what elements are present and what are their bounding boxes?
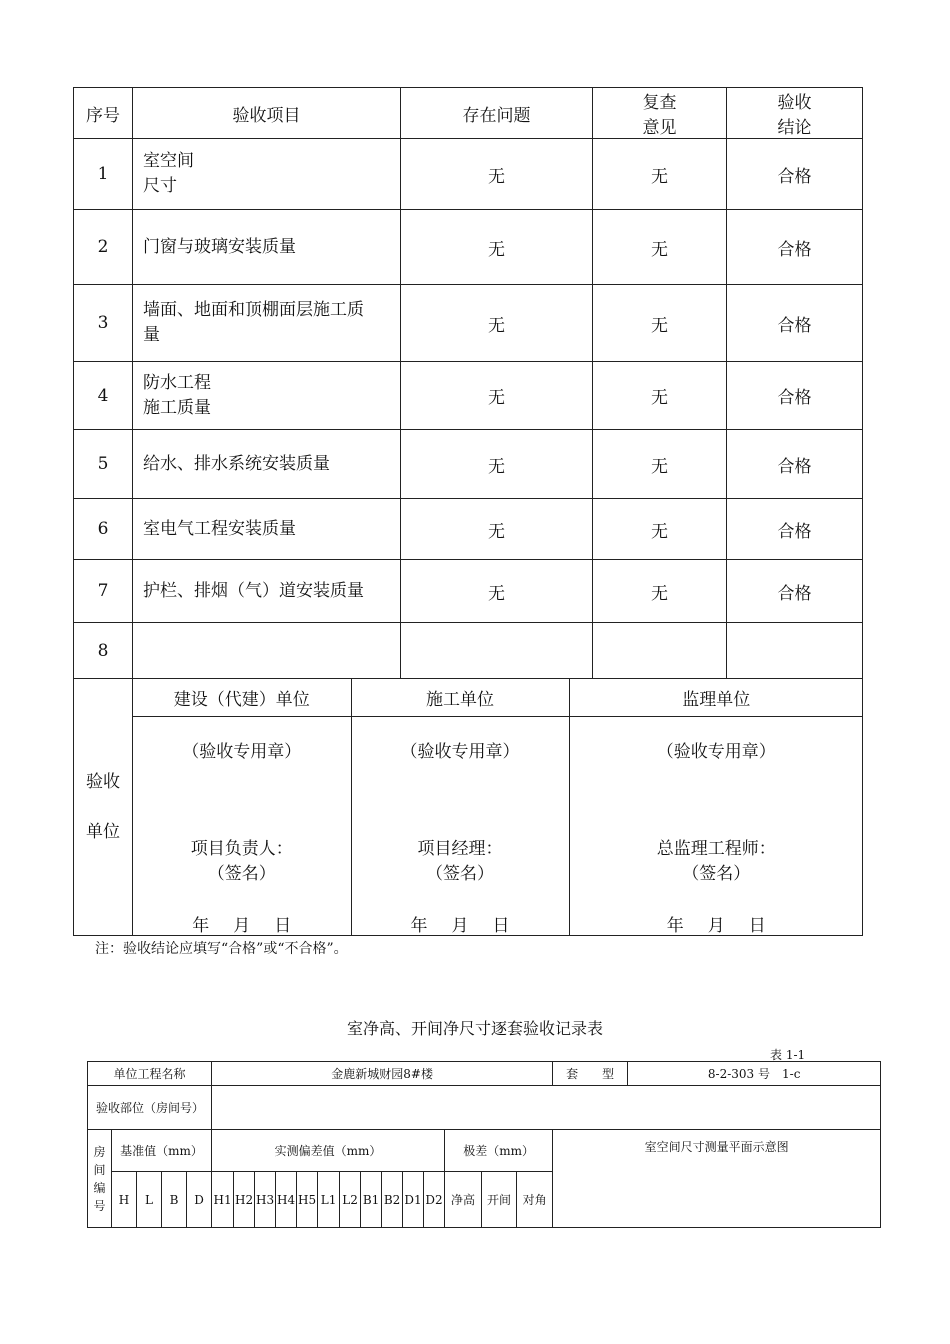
part-label: 验收部位（房间号） (88, 1086, 212, 1130)
row-conclusion (727, 623, 863, 679)
table-row (74, 499, 863, 560)
type-value: 8-2-303 号 1-c (628, 1062, 881, 1086)
row-seq: 5 (74, 430, 133, 499)
row-seq: 6 (74, 499, 133, 560)
col-header: 对角 (517, 1172, 553, 1228)
header-seq: 序号 (74, 88, 133, 139)
col-header: L2 (340, 1172, 361, 1228)
row-review: 无 (593, 210, 727, 285)
project-row (88, 1062, 881, 1086)
row-seq: 8 (74, 623, 133, 679)
header-row (74, 88, 863, 139)
col-header: H4 (276, 1172, 297, 1228)
col-header: L (137, 1172, 162, 1228)
row-item: 门窗与玻璃安装质量 (133, 210, 401, 285)
row-problem: 无 (401, 560, 593, 623)
col-header: H1 (212, 1172, 234, 1228)
row-seq: 3 (74, 285, 133, 362)
signature-body-row (133, 717, 863, 936)
row-review: 无 (593, 430, 727, 499)
row-conclusion: 合格 (727, 499, 863, 560)
baseline-label: 基准值（mm） (112, 1130, 212, 1172)
seal-text: （验收专用章） (656, 742, 776, 762)
table-row (74, 139, 863, 210)
note-text: 注：验收结论应填写“合格”或“不合格”。 (95, 941, 348, 957)
col-header: H2 (234, 1172, 255, 1228)
row-review: 无 (593, 362, 727, 430)
row-item: 室电气工程安装质量 (133, 499, 401, 560)
type-label: 套 型 (553, 1062, 628, 1086)
supervisor-unit: 监理单位 (569, 679, 863, 717)
row-conclusion: 合格 (727, 139, 863, 210)
plan-diagram-label: 室空间尺寸测量平面示意图 (553, 1130, 881, 1228)
part-row (88, 1086, 881, 1130)
contractor-signature-cell (351, 717, 569, 936)
project-label: 单位工程名称 (88, 1062, 212, 1086)
date-line: 年 月 日 (192, 916, 292, 936)
room-no-label: 房 间 编 号 (88, 1130, 112, 1228)
row-conclusion: 合格 (727, 362, 863, 430)
row-review: 无 (593, 285, 727, 362)
header-conclusion: 验收 结论 (727, 88, 863, 139)
signature-header-row (133, 679, 863, 717)
col-header: D1 (403, 1172, 424, 1228)
seal-text: （验收专用章） (400, 742, 520, 762)
row-problem: 无 (401, 285, 593, 362)
row-item: 防水工程 施工质量 (133, 362, 401, 430)
signer-block: 总监理工程师： （签名） (656, 839, 776, 884)
col-header: D (187, 1172, 212, 1228)
row-seq: 1 (74, 139, 133, 210)
table-row (74, 362, 863, 430)
row-review (593, 623, 727, 679)
row-problem: 无 (401, 499, 593, 560)
seal-text: （验收专用章） (182, 742, 302, 762)
group-header-row (88, 1130, 881, 1172)
row-problem: 无 (401, 430, 593, 499)
date-line: 年 月 日 (666, 916, 766, 936)
col-header: B1 (361, 1172, 382, 1228)
row-seq: 4 (74, 362, 133, 430)
row-problem: 无 (401, 210, 593, 285)
row-item (133, 623, 401, 679)
table-row (74, 285, 863, 362)
row-conclusion: 合格 (727, 430, 863, 499)
row-conclusion: 合格 (727, 210, 863, 285)
col-header: D2 (424, 1172, 445, 1228)
header-problem: 存在问题 (401, 88, 593, 139)
measured-label: 实测偏差值（mm） (212, 1130, 445, 1172)
date-line: 年 月 日 (410, 916, 510, 936)
project-value: 金鹿新城财园8#楼 (212, 1062, 553, 1086)
row-problem: 无 (401, 362, 593, 430)
signer-block: 项目负责人： （签名） (190, 839, 293, 884)
table-row (74, 560, 863, 623)
table-number: 表 1-1 (770, 1048, 806, 1062)
row-conclusion: 合格 (727, 285, 863, 362)
row-problem: 无 (401, 139, 593, 210)
supervisor-signature-cell (569, 717, 863, 936)
col-header: 净高 (445, 1172, 482, 1228)
row-review: 无 (593, 499, 727, 560)
acceptance-unit-row (74, 679, 863, 936)
col-header: B2 (382, 1172, 403, 1228)
construction-owner-unit: 建设（代建）单位 (133, 679, 351, 717)
header-item: 验收项目 (133, 88, 401, 139)
col-header: B (162, 1172, 187, 1228)
row-problem (401, 623, 593, 679)
row-seq: 2 (74, 210, 133, 285)
row-item: 给水、排水系统安装质量 (133, 430, 401, 499)
acceptance-unit-label: 验收 单位 (74, 679, 133, 936)
col-header: H3 (255, 1172, 276, 1228)
col-header: 开间 (482, 1172, 517, 1228)
col-header: L1 (318, 1172, 340, 1228)
col-header: H5 (297, 1172, 318, 1228)
contractor-unit: 施工单位 (351, 679, 569, 717)
owner-signature-cell (133, 717, 351, 936)
row-item: 护栏、排烟（气）道安装质量 (133, 560, 401, 623)
header-review: 复查 意见 (593, 88, 727, 139)
part-value (212, 1086, 881, 1130)
row-item: 室空间 尺寸 (133, 139, 401, 210)
signature-table (133, 679, 863, 935)
signature-block (133, 679, 863, 936)
extreme-label: 极差（mm） (445, 1130, 553, 1172)
record-table-title: 室净高、开间净尺寸逐套验收记录表 (346, 1019, 603, 1038)
col-header: H (112, 1172, 137, 1228)
record-table (87, 1061, 881, 1228)
row-review: 无 (593, 560, 727, 623)
table-row (74, 210, 863, 285)
acceptance-table (73, 87, 863, 936)
table-row (74, 430, 863, 499)
row-conclusion: 合格 (727, 560, 863, 623)
table-row (74, 623, 863, 679)
row-review: 无 (593, 139, 727, 210)
row-seq: 7 (74, 560, 133, 623)
signer-block: 项目经理： （签名） (417, 839, 503, 884)
row-item: 墙面、地面和顶棚面层施工质 量 (133, 285, 401, 362)
